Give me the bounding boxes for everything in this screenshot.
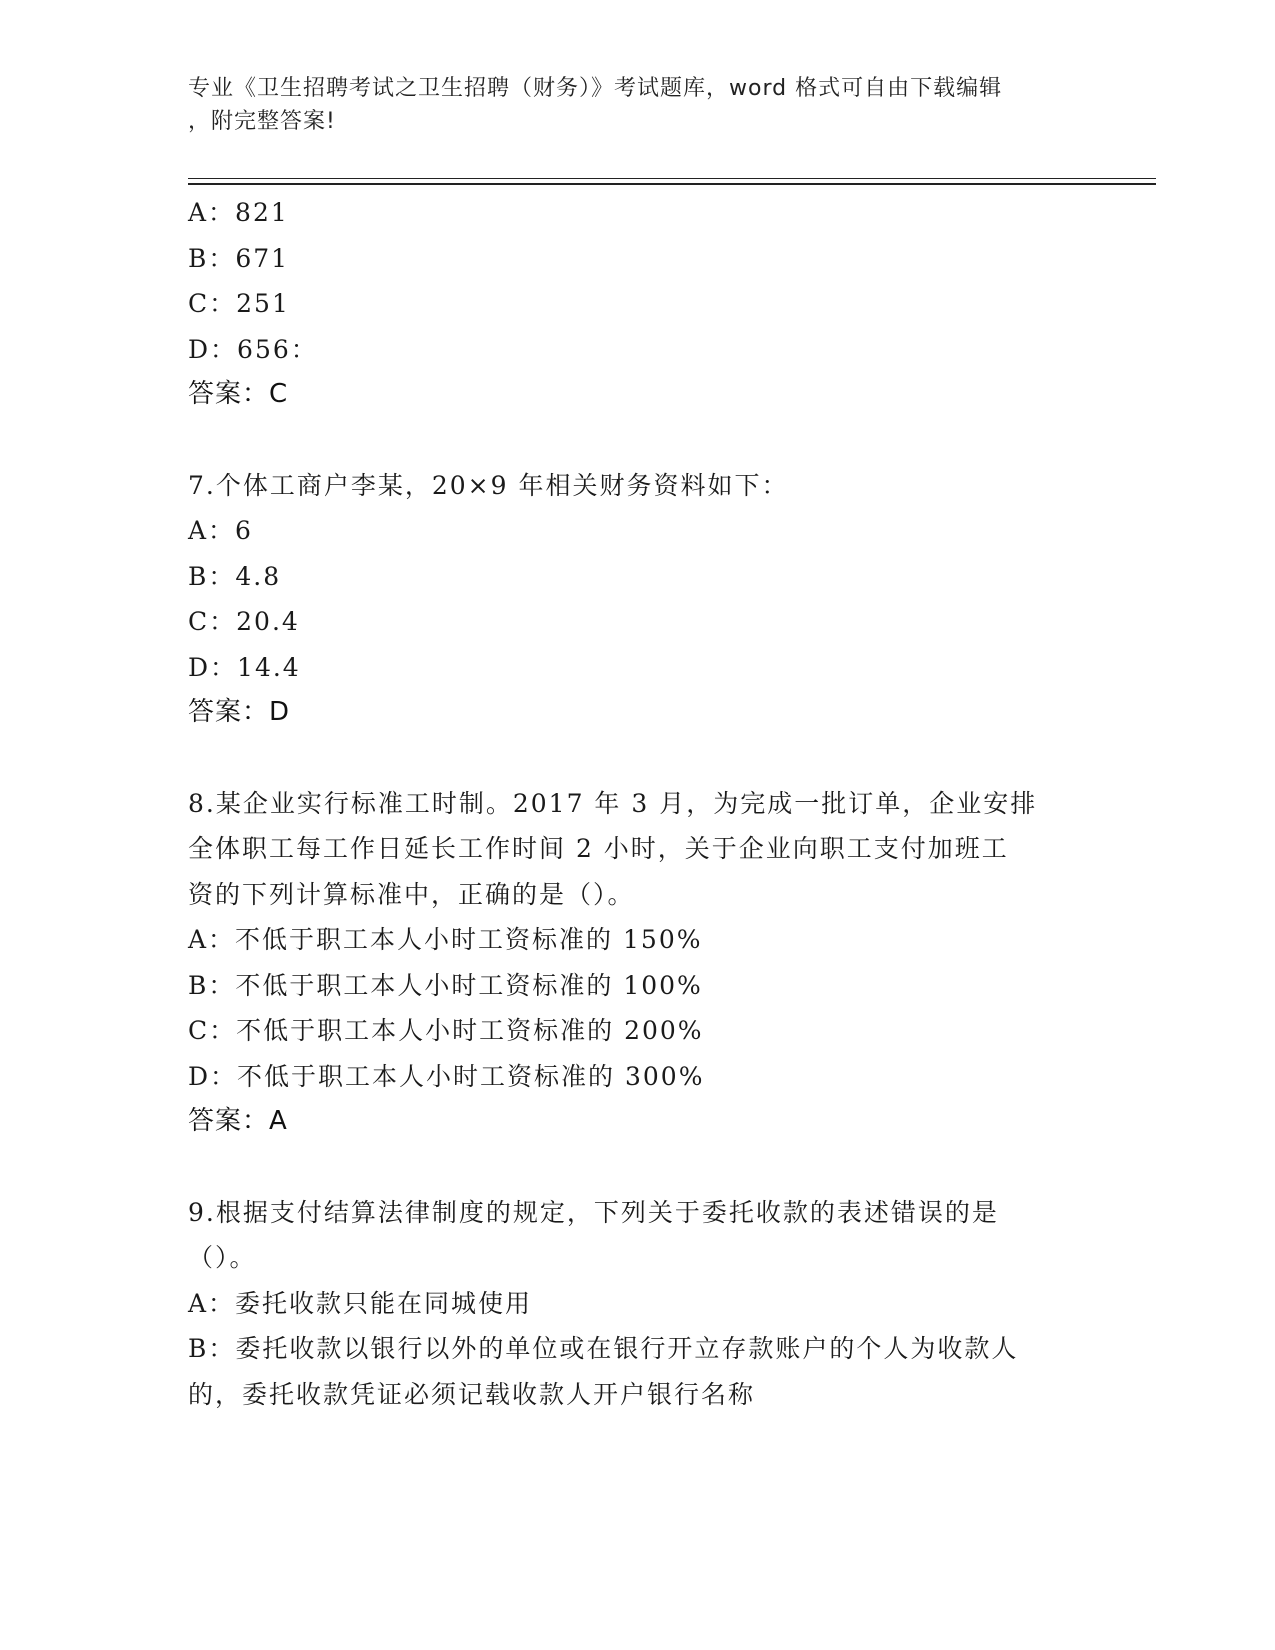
question-list [188,190,1088,1417]
spacer [188,1145,1088,1190]
spacer [188,736,1088,781]
header-line-2: ，附完整答案! [188,109,336,134]
option-a: A：委托收款只能在同城使用 [188,1288,533,1318]
question-stem: 7.个体工商户李某，20×9 年相关财务资料如下： [188,470,789,500]
question-stem: 9.根据支付结算法律制度的规定，下列关于委托收款的表述错误的是 [188,1197,999,1227]
spacer [188,418,1088,463]
question-stem: 全体职工每工作日延长工作时间 2 小时，关于企业向职工支付加班工 [188,834,1009,863]
option-a: A：821 [188,198,289,227]
document-header [188,72,1068,138]
option-b: B：委托收款以银行以外的单位或在银行开立存款账户的个人为收款人 [188,1334,1019,1363]
option-a: A：不低于职工本人小时工资标准的 150% [188,925,703,954]
answer: 答案：D [188,697,291,727]
question-stem: （）。 [188,1243,257,1272]
answer: 答案：A [188,1106,288,1136]
header-line-1: 专业《卫生招聘考试之卫生招聘（财务）》考试题库，word 格式可自由下载编辑 [188,76,1003,101]
header-divider-thick [188,183,1156,185]
question-8 [188,781,1088,1145]
header-divider-thin [188,178,1156,179]
option-b-continued: 的，委托收款凭证必须记载收款人开户银行名称 [188,1379,756,1409]
option-d: D：14.4 [188,652,301,682]
option-c: C：20.4 [188,607,300,636]
answer: 答案：C [188,379,289,409]
option-b: B：671 [188,243,290,273]
question-stem: 8.某企业实行标准工时制。2017 年 3 月，为完成一批订单，企业安排 [188,788,1038,818]
option-c: C：不低于职工本人小时工资标准的 200% [188,1016,704,1045]
question-stem: 资的下列计算标准中，正确的是（）。 [188,879,635,909]
option-a: A：6 [188,516,253,545]
question-6 [188,190,1088,418]
option-b: B：不低于职工本人小时工资标准的 100% [188,970,703,1000]
question-9 [188,1190,1088,1418]
option-b: B：4.8 [188,561,282,591]
option-d: D：656： [188,334,318,364]
option-d: D：不低于职工本人小时工资标准的 300% [188,1061,705,1091]
option-c: C：251 [188,289,290,318]
question-7 [188,463,1088,736]
